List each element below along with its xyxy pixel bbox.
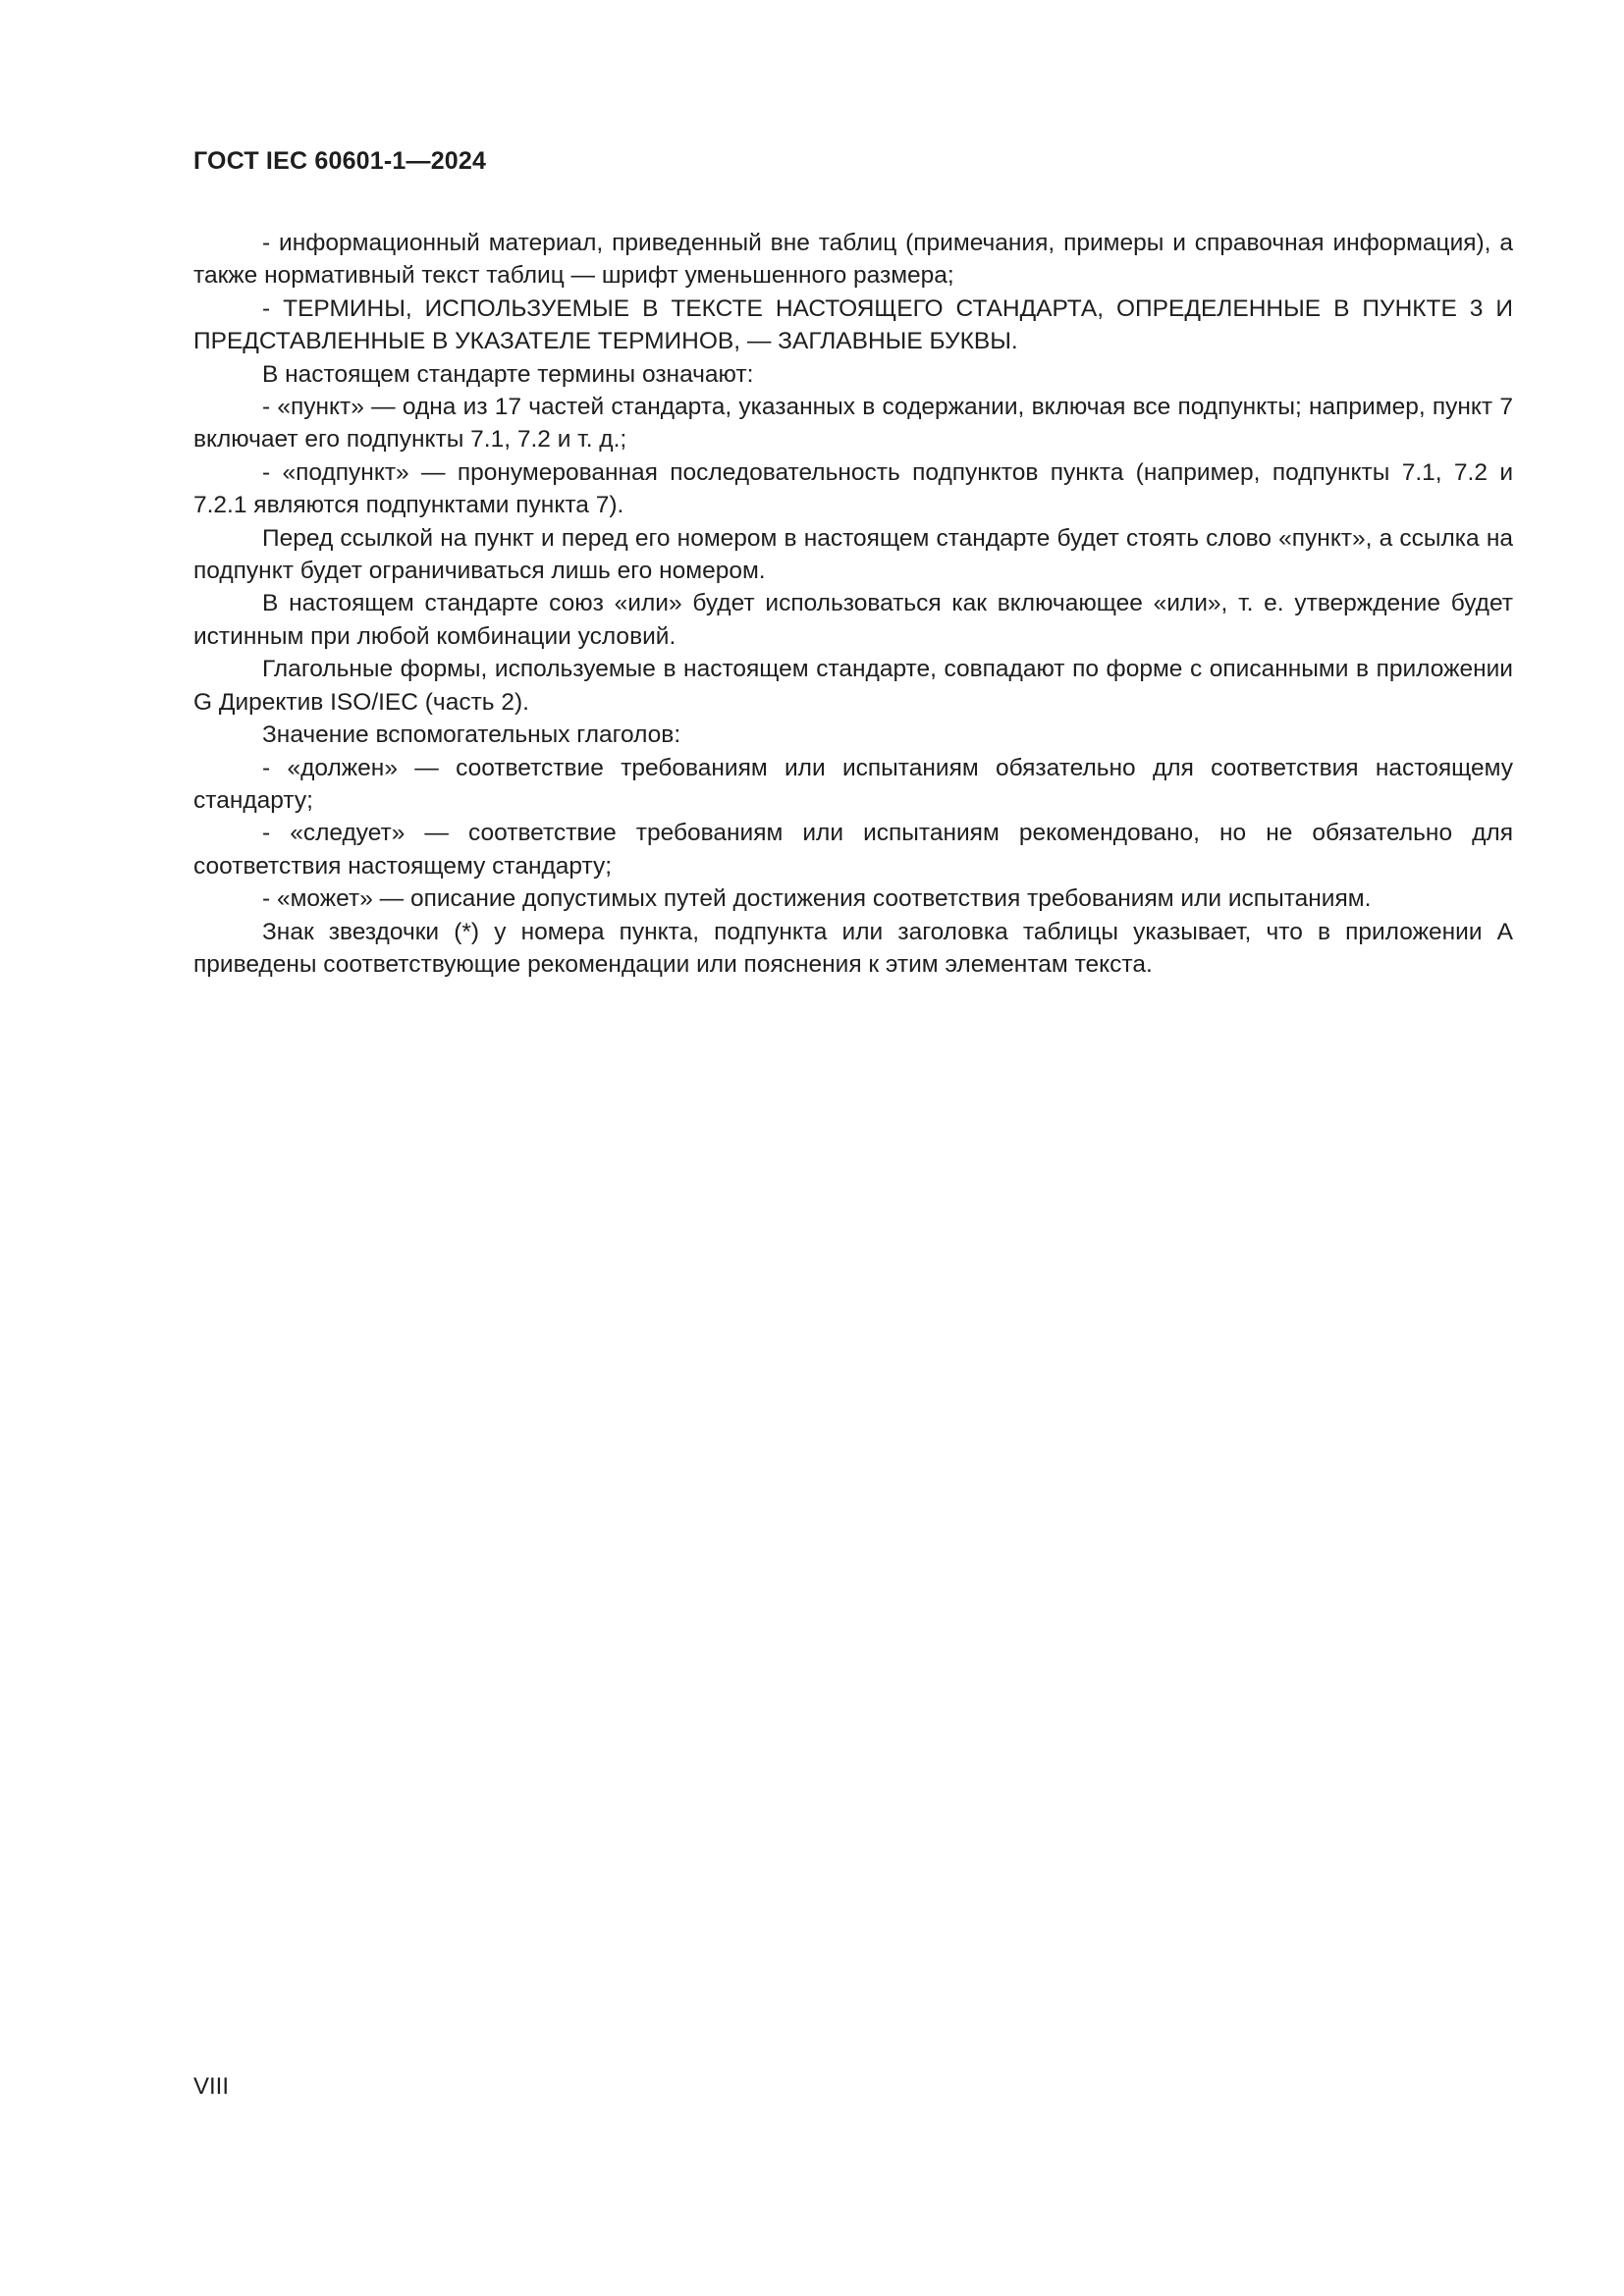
document-header: ГОСТ IEC 60601-1—2024 — [193, 147, 487, 175]
paragraph: В настоящем стандарте союз «или» будет использоваться как включающее «или», т. е. утверждение будет истинным при любой комбинации условий. — [193, 590, 1513, 650]
paragraph: Значение вспомогательных глаголов: — [262, 721, 681, 749]
paragraph: - «пункт» — одна из 17 частей стандарта, указанных в содержании, включая все подпункты; например, пункт 7 включает его подпункты 7.1, 7.2 и т. д.; — [193, 394, 1513, 454]
paragraph: - «подпункт» — пронумерованная последовательность подпунктов пункта (например, подпункты 7.1, 7.2 и 7.2.1 являются подпунктами пункта 7). — [193, 458, 1513, 519]
paragraph: - ТЕРМИНЫ, ИСПОЛЬЗУЕМЫЕ В ТЕКСТЕ НАСТОЯЩЕГО СТАНДАРТА, ОПРЕДЕЛЕННЫЕ В ПУНКТЕ 3 И ПРЕДСТАВЛЕННЫЕ В УКАЗАТЕЛЕ ТЕРМИНОВ, — ЗАГЛАВНЫЕ БУКВЫ. — [193, 294, 1513, 355]
paragraph: - «должен» — соответствие требованиям или испытаниям обязательно для соответствия настоящему стандарту; — [193, 754, 1513, 814]
document-body — [193, 227, 1513, 981]
paragraph: - «может» — описание допустимых путей достижения соответствия требованиям или испытаниям. — [262, 885, 1372, 913]
paragraph: Перед ссылкой на пункт и перед его номером в настоящем стандарте будет стоять слово «пункт», а ссылка на подпункт будет ограничиваться лишь его номером. — [193, 524, 1513, 585]
page-number: VIII — [193, 2073, 230, 2100]
paragraph: В настоящем стандарте термины означают: — [262, 360, 754, 388]
paragraph: - «следует» — соответствие требованиям или испытаниям рекомендовано, но не обязательно для соответствия настоящему стандарту; — [193, 820, 1513, 880]
paragraph: - информационный материал, приведенный вне таблиц (примечания, примеры и справочная информация), а также нормативный текст таблиц — шрифт уменьшенного размера; — [193, 230, 1513, 290]
paragraph: Знак звездочки (*) у номера пункта, подпункта или заголовка таблицы указывает, что в приложении А приведены соответствующие рекомендации или пояснения к этим элементам текста. — [193, 918, 1513, 978]
paragraph: Глагольные формы, используемые в настоящем стандарте, совпадают по форме с описанными в приложении G Директив ISO/IEC (часть 2). — [193, 656, 1513, 716]
